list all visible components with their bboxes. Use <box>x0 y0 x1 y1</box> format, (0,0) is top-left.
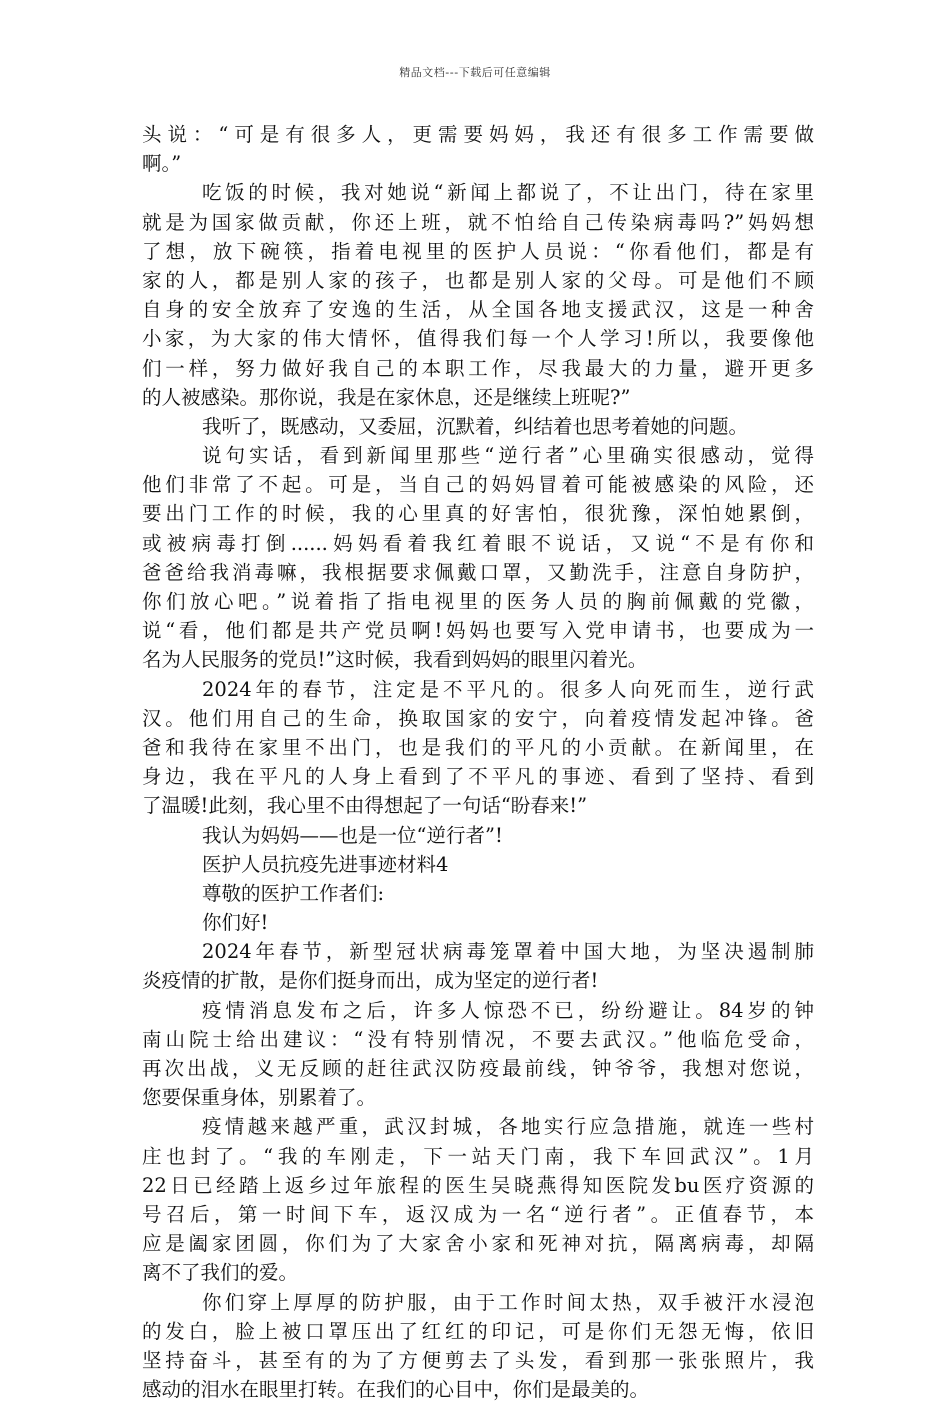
text-line: 疫情越来越严重，武汉封城，各地实行应急措施，就连一些村 <box>202 1115 814 1139</box>
text-line: 你们穿上厚厚的防护服，由于工作时间太热，双手被汗水浸泡 <box>202 1290 814 1314</box>
text-line: 吃饭的时候，我对她说“新闻上都说了，不让出门，待在家里 <box>202 181 814 205</box>
text-line: 你们好! <box>202 911 269 935</box>
text-line: 要出门工作的时候，我的心里真的好害怕，很犹豫，深怕她累倒， <box>142 502 814 526</box>
text-line: 坚持奋斗，甚至有的为了方便剪去了头发，看到那一张张照片，我 <box>142 1348 814 1372</box>
text-line: 再次出战，义无反顾的赶往武汉防疫最前线，钟爷爷，我想对您说， <box>142 1057 814 1080</box>
text-line: 说“看，他们都是共产党员啊!妈妈也要写入党申请书，也要成为一 <box>142 619 814 643</box>
text-line: 我听了，既感动，又委屈，沉默着，纠结着也思考着她的问题。 <box>202 414 749 438</box>
text-line: 2024年的春节，注定是不平凡的。很多人向死而生，逆行武 <box>202 677 814 701</box>
text-line: 说句实话，看到新闻里那些“逆行者”心里确实很感动，觉得 <box>202 444 814 468</box>
text-line: 应是阖家团圆，你们为了大家舍小家和死神对抗，隔离病毒，却隔 <box>142 1232 814 1256</box>
text-line: 名为人民服务的党员!”这时候，我看到妈妈的眼里闪着光。 <box>142 648 648 672</box>
text-line: 爸和我待在家里不出门，也是我们的平凡的小贡献。在新闻里，在 <box>142 735 814 759</box>
text-line: 身边，我在平凡的人身上看到了不平凡的事迹、看到了坚持、看到 <box>142 765 814 789</box>
text-line: 的发白，脸上被口罩压出了红红的印记，可是你们无怨无悔，依旧 <box>142 1319 814 1343</box>
text-line: 尊敬的医护工作者们: <box>202 881 385 905</box>
text-line: 的人被感染。那你说，我是在家休息，还是继续上班呢?” <box>142 385 631 409</box>
text-line: 头说：“可是有很多人，更需要妈妈，我还有很多工作需要做 <box>142 123 814 146</box>
text-line: 22日已经踏上返乡过年旅程的医生吴晓燕得知医院发bu医疗资源的 <box>142 1173 814 1197</box>
text-line: 您要保重身体，别累着了。 <box>142 1086 377 1110</box>
text-line: 南山院士给出建议：“没有特别情况，不要去武汉。”他临危受命， <box>142 1027 814 1051</box>
text-line: 或被病毒打倒......妈妈看着我红着眼不说话，又说“不是有你和 <box>142 531 814 555</box>
document-body <box>142 120 814 1404</box>
text-line: 炎疫情的扩散，是你们挺身而出，成为坚定的逆行者! <box>142 969 599 993</box>
text-line: 庄也封了。“我的车刚走，下一站天门南，我下车回武汉”。1月 <box>142 1144 814 1168</box>
text-line: 汉。他们用自己的生命，换取国家的安宁，向着疫情发起冲锋。爸 <box>142 706 814 730</box>
text-line: 他们非常了不起。可是，当自己的妈妈冒着可能被感染的风险，还 <box>142 473 814 497</box>
text-line: 们一样，努力做好我自己的本职工作，尽我最大的力量，避开更多 <box>142 356 814 380</box>
text-line: 家的人，都是别人家的孩子，也都是别人家的父母。可是他们不顾 <box>142 268 814 292</box>
text-line: 了温暖!此刻，我心里不由得想起了一句话“盼春来!” <box>142 794 588 818</box>
text-line: 小家，为大家的伟大情怀，值得我们每一个人学习!所以，我要像他 <box>142 327 814 351</box>
text-line: 感动的泪水在眼里打转。在我们的心目中，你们是最美的。 <box>142 1378 650 1402</box>
text-line: 2024年春节，新型冠状病毒笼罩着中国大地，为坚决遏制肺 <box>202 940 814 964</box>
text-line: 疫情消息发布之后，许多人惊恐不已，纷纷避让。84岁的钟 <box>202 998 814 1022</box>
page-header: 精品文档---下载后可任意编辑 <box>399 66 551 79</box>
text-line: 你们放心吧。”说着指了指电视里的医务人员的胸前佩戴的党徽， <box>142 590 814 613</box>
text-line: 爸爸给我消毒嘛，我根据要求佩戴口罩，又勤洗手，注意自身防护， <box>142 560 814 584</box>
text-line: 医护人员抗疫先进事迹材料4 <box>202 852 449 876</box>
text-line: 啊。” <box>142 152 182 176</box>
text-line: 自身的安全放弃了安逸的生活，从全国各地支援武汉，这是一种舍 <box>142 298 814 322</box>
text-line: 号召后，第一时间下车，返汉成为一名“逆行者”。正值春节，本 <box>142 1202 814 1226</box>
text-line: 离不了我们的爱。 <box>142 1261 299 1285</box>
text-line: 就是为国家做贡献，你还上班，就不怕给自己传染病毒吗?”妈妈想 <box>142 210 814 234</box>
text-line: 了想，放下碗筷，指着电视里的医护人员说：“你看他们，都是有 <box>142 239 814 263</box>
text-line: 我认为妈妈——也是一位“逆行者”! <box>202 823 503 847</box>
